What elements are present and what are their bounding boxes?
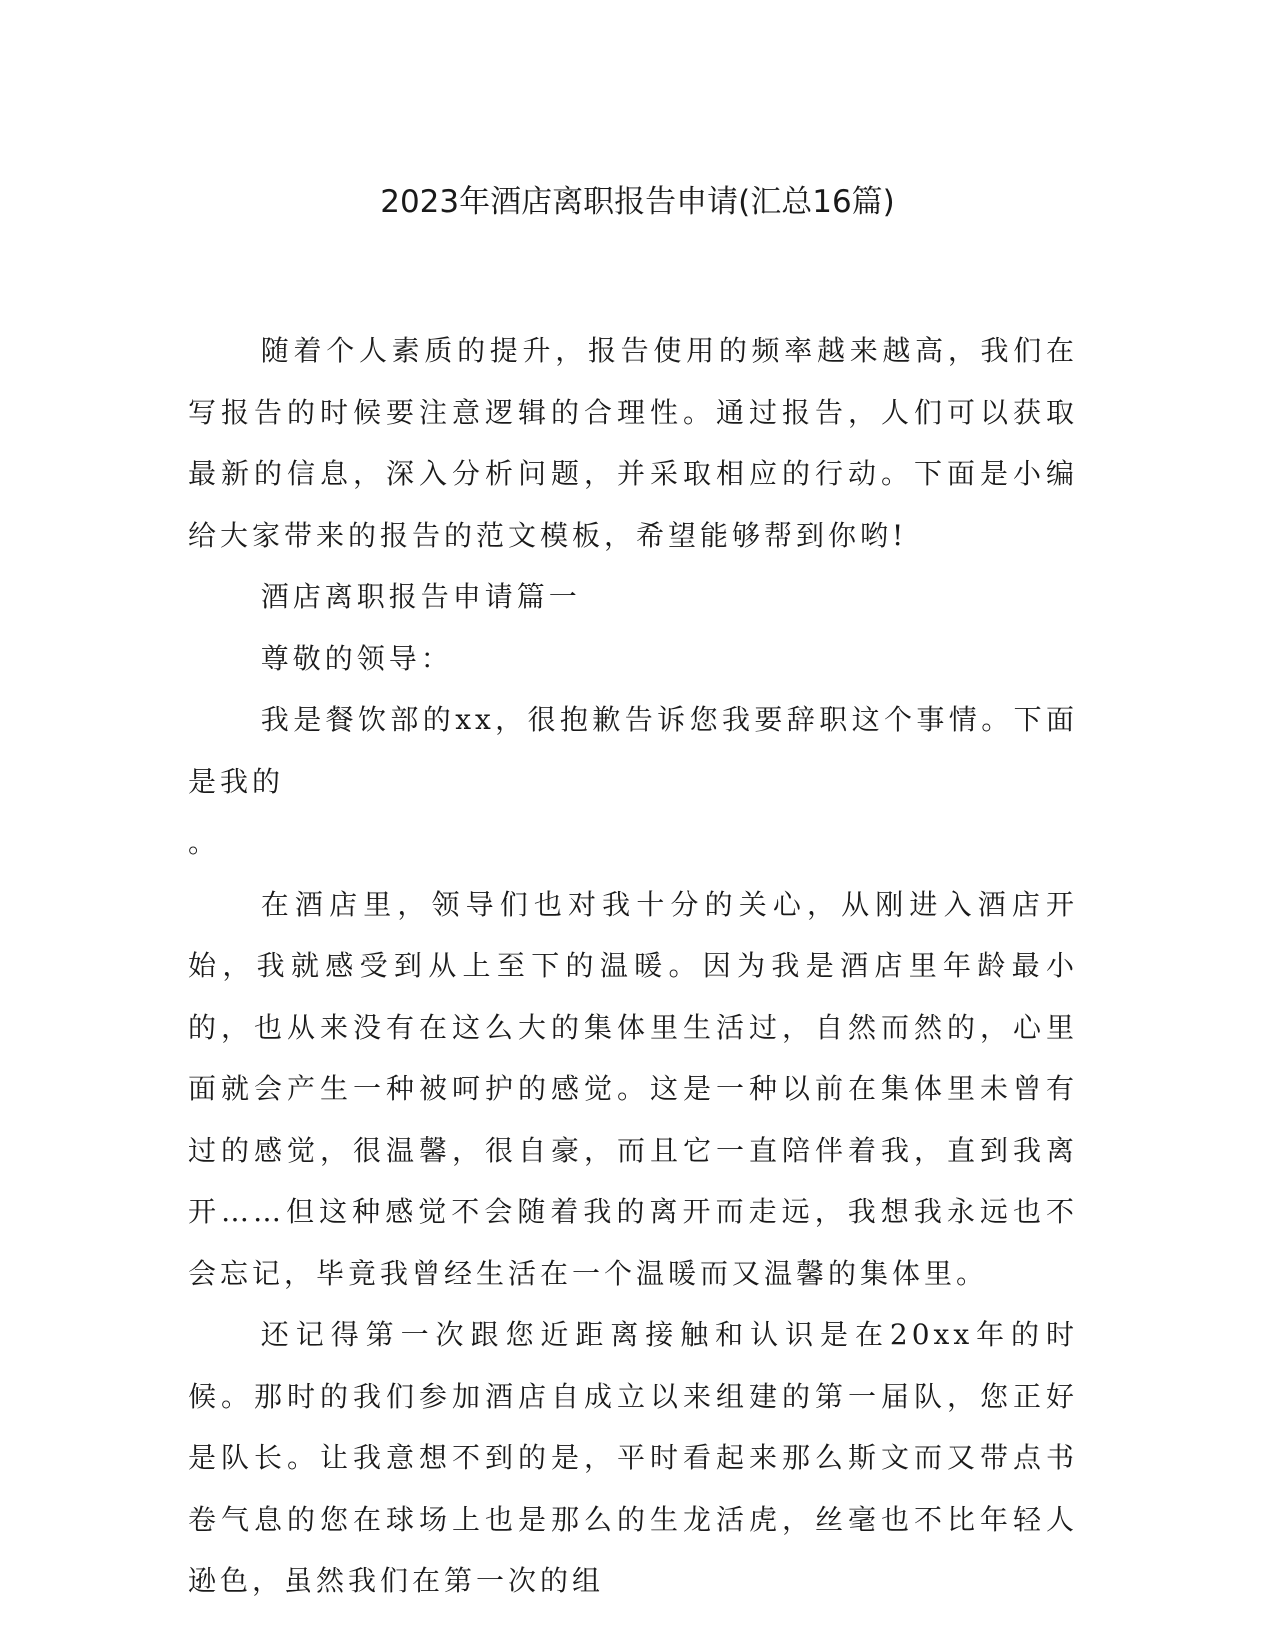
document-body <box>188 320 1078 1612</box>
body-paragraph: 在酒店里，领导们也对我十分的关心，从刚进入酒店开始，我就感受到从上至下的温暖。因为我是酒店里年龄最小的，也从来没有在这么大的集体里生活过，自然而然的，心里面就会产生一种被呵护的感觉。这是一种以前在集体里未曾有过的感觉，很温馨，很自豪，而且它一直陪伴着我，直到我离开……但这种感觉不会随着我的离开而走远，我想我永远也不会忘记，毕竟我曾经生活在一个温暖而又温馨的集体里。 <box>188 887 1078 1290</box>
intro-paragraph: 随着个人素质的提升，报告使用的频率越来越高，我们在写报告的时候要注意逻辑的合理性。通过报告，人们可以获取最新的信息，深入分析问题，并采取相应的行动。下面是小编给大家带来的报告的范文模板，希望能够帮到你哟! <box>188 334 1078 552</box>
section-heading: 酒店离职报告申请篇一 <box>260 580 581 613</box>
body-paragraph: 还记得第一次跟您近距离接触和认识是在20xx年的时候。那时的我们参加酒店自成立以来组建的第一届队，您正好是队长。让我意想不到的是，平时看起来那么斯文而又带点书卷气息的您在球场上也是那么的生龙活虎，丝毫也不比年轻人逊色，虽然我们在第一次的组 <box>188 1318 1078 1597</box>
salutation: 尊敬的领导： <box>260 641 453 675</box>
body-paragraph: 。 <box>188 826 221 859</box>
body-paragraph: 我是餐饮部的xx，很抱歉告诉您我要辞职这个事情。下面是我的 <box>188 703 1078 798</box>
document-title: 2023年酒店离职报告申请(汇总16篇) <box>380 184 895 220</box>
